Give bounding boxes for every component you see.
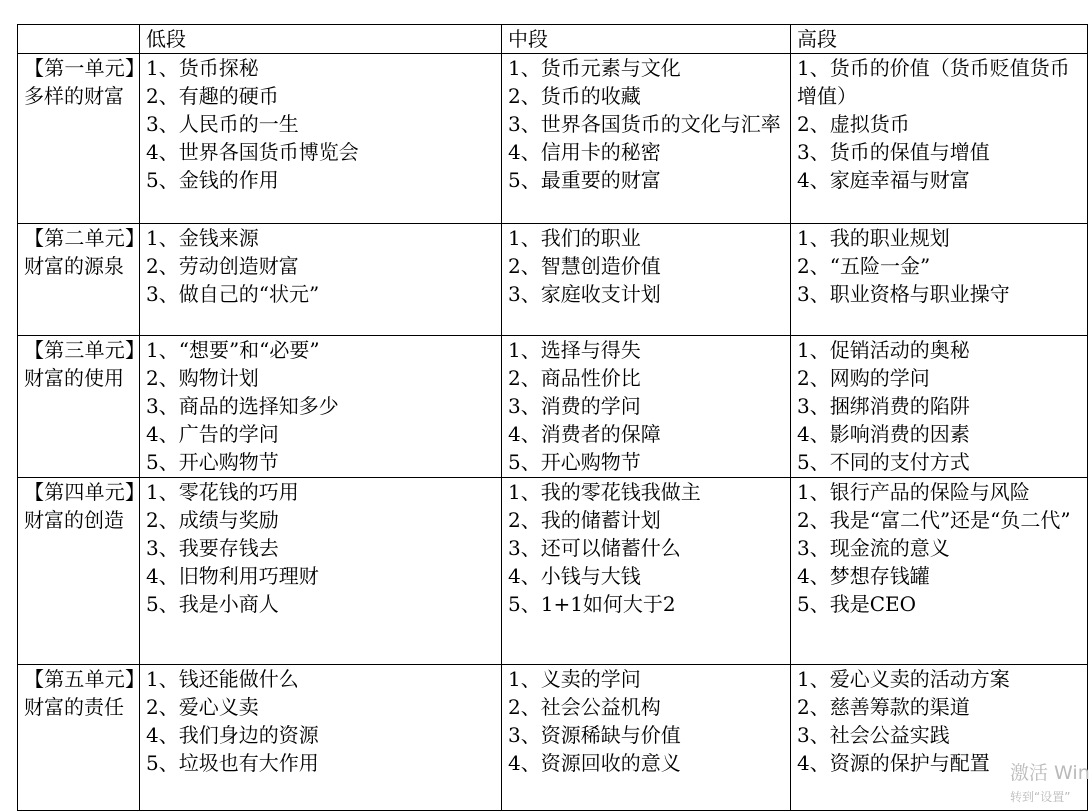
mid-cell bbox=[502, 478, 791, 665]
lesson-item: 5、开心购物节 bbox=[508, 450, 641, 474]
header-mid: 中段 bbox=[502, 25, 791, 54]
lesson-item: 1、金钱来源 bbox=[146, 226, 259, 250]
lesson-item: 3、人民币的一生 bbox=[146, 112, 299, 136]
lesson-item: 3、捆绑消费的陷阱 bbox=[797, 394, 970, 418]
header-high: 高段 bbox=[791, 25, 1088, 54]
lesson-item: 1、选择与得失 bbox=[508, 338, 641, 362]
lesson-item: 3、消费的学问 bbox=[508, 394, 641, 418]
table-row bbox=[18, 478, 1088, 665]
lesson-item: 5、不同的支付方式 bbox=[797, 450, 970, 474]
lesson-item: 3、世界各国货币的文化与汇率 bbox=[508, 112, 781, 136]
lesson-item: 1、钱还能做什么 bbox=[146, 667, 299, 691]
header-unit bbox=[18, 25, 140, 54]
header-row bbox=[18, 25, 1088, 54]
lesson-item: 4、世界各国货币博览会 bbox=[146, 140, 359, 164]
activation-watermark: 激活 Win bbox=[1010, 762, 1090, 784]
lesson-item: 3、社会公益实践 bbox=[797, 723, 950, 747]
lesson-item: 3、还可以储蓄什么 bbox=[508, 536, 681, 560]
lesson-item: 3、职业资格与职业操守 bbox=[797, 282, 1010, 306]
lesson-item: 1、货币元素与文化 bbox=[508, 56, 681, 80]
lesson-item: 2、社会公益机构 bbox=[508, 695, 661, 719]
lesson-item: 4、旧物利用巧理财 bbox=[146, 564, 319, 588]
unit-cell: 【第一单元】多样的财富 bbox=[18, 54, 140, 224]
unit-cell: 【第五单元】财富的责任 bbox=[18, 665, 140, 811]
lesson-item: 2、慈善筹款的渠道 bbox=[797, 695, 970, 719]
lesson-item: 3、我要存钱去 bbox=[146, 536, 279, 560]
lesson-item: 2、智慧创造价值 bbox=[508, 254, 661, 278]
low-cell bbox=[140, 665, 502, 811]
lesson-item: 1、促销活动的奥秘 bbox=[797, 338, 970, 362]
lesson-item: 2、我的储蓄计划 bbox=[508, 508, 661, 532]
lesson-item: 2、爱心义卖 bbox=[146, 695, 259, 719]
mid-cell bbox=[502, 665, 791, 811]
unit-cell: 【第二单元】财富的源泉 bbox=[18, 224, 140, 336]
low-cell bbox=[140, 478, 502, 665]
high-cell bbox=[791, 224, 1088, 336]
lesson-item: 2、成绩与奖励 bbox=[146, 508, 279, 532]
lesson-item: 2、购物计划 bbox=[146, 366, 259, 390]
high-cell bbox=[791, 478, 1088, 665]
lesson-item: 3、家庭收支计划 bbox=[508, 282, 661, 306]
high-cell bbox=[791, 54, 1088, 224]
lesson-item: 3、货币的保值与增值 bbox=[797, 140, 990, 164]
lesson-item: 2、我是“富二代”还是“负二代” bbox=[797, 508, 1071, 532]
header-low: 低段 bbox=[140, 25, 502, 54]
lesson-item: 4、消费者的保障 bbox=[508, 422, 661, 446]
lesson-item: 2、“五险一金” bbox=[797, 254, 931, 278]
lesson-item: 4、广告的学问 bbox=[146, 422, 279, 446]
lesson-item: 2、商品性价比 bbox=[508, 366, 641, 390]
table-row bbox=[18, 336, 1088, 478]
lesson-item: 4、资源的保护与配置 bbox=[797, 751, 990, 775]
high-cell bbox=[791, 336, 1088, 478]
lesson-item: 2、虚拟货币 bbox=[797, 112, 910, 136]
lesson-item: 4、资源回收的意义 bbox=[508, 751, 681, 775]
lesson-item: 3、资源稀缺与价值 bbox=[508, 723, 681, 747]
activation-watermark-sub: 转到“设置” bbox=[1010, 790, 1071, 804]
unit-cell: 【第三单元】财富的使用 bbox=[18, 336, 140, 478]
lesson-item: 1、义卖的学问 bbox=[508, 667, 641, 691]
lesson-item: 1、爱心义卖的活动方案 bbox=[797, 667, 1010, 691]
lesson-item: 2、有趣的硬币 bbox=[146, 84, 279, 108]
low-cell bbox=[140, 224, 502, 336]
lesson-item: 2、劳动创造财富 bbox=[146, 254, 299, 278]
lesson-item: 5、我是CEO bbox=[797, 592, 917, 616]
lesson-item: 5、垃圾也有大作用 bbox=[146, 751, 319, 775]
lesson-item: 2、货币的收藏 bbox=[508, 84, 641, 108]
lesson-item: 1、银行产品的保险与风险 bbox=[797, 480, 1030, 504]
low-cell bbox=[140, 336, 502, 478]
lesson-item: 4、家庭幸福与财富 bbox=[797, 168, 970, 192]
lesson-item: 1、我们的职业 bbox=[508, 226, 641, 250]
lesson-item: 1、货币的价值（货币贬值货币增值） bbox=[797, 56, 1070, 108]
lesson-item: 1、“想要”和“必要” bbox=[146, 338, 320, 362]
unit-cell: 【第四单元】财富的创造 bbox=[18, 478, 140, 665]
lesson-item: 2、网购的学问 bbox=[797, 366, 930, 390]
lesson-item: 4、影响消费的因素 bbox=[797, 422, 970, 446]
lesson-item: 1、货币探秘 bbox=[146, 56, 259, 80]
lesson-item: 1、零花钱的巧用 bbox=[146, 480, 299, 504]
mid-cell bbox=[502, 54, 791, 224]
lesson-item: 5、我是小商人 bbox=[146, 592, 279, 616]
lesson-item: 4、我们身边的资源 bbox=[146, 723, 319, 747]
lesson-item: 3、商品的选择知多少 bbox=[146, 394, 339, 418]
curriculum-table bbox=[17, 24, 1088, 811]
lesson-item: 5、金钱的作用 bbox=[146, 168, 279, 192]
low-cell bbox=[140, 54, 502, 224]
table-row bbox=[18, 224, 1088, 336]
lesson-item: 1、我的职业规划 bbox=[797, 226, 950, 250]
lesson-item: 5、最重要的财富 bbox=[508, 168, 661, 192]
mid-cell bbox=[502, 224, 791, 336]
lesson-item: 3、现金流的意义 bbox=[797, 536, 950, 560]
lesson-item: 5、开心购物节 bbox=[146, 450, 279, 474]
mid-cell bbox=[502, 336, 791, 478]
lesson-item: 4、信用卡的秘密 bbox=[508, 140, 661, 164]
lesson-item: 5、1+1如何大于2 bbox=[508, 592, 676, 616]
table-row bbox=[18, 665, 1088, 811]
table-body bbox=[18, 54, 1088, 811]
table-row bbox=[18, 54, 1088, 224]
lesson-item: 4、小钱与大钱 bbox=[508, 564, 641, 588]
lesson-item: 1、我的零花钱我做主 bbox=[508, 480, 701, 504]
lesson-item: 3、做自己的“状元” bbox=[146, 282, 320, 306]
lesson-item: 4、梦想存钱罐 bbox=[797, 564, 930, 588]
